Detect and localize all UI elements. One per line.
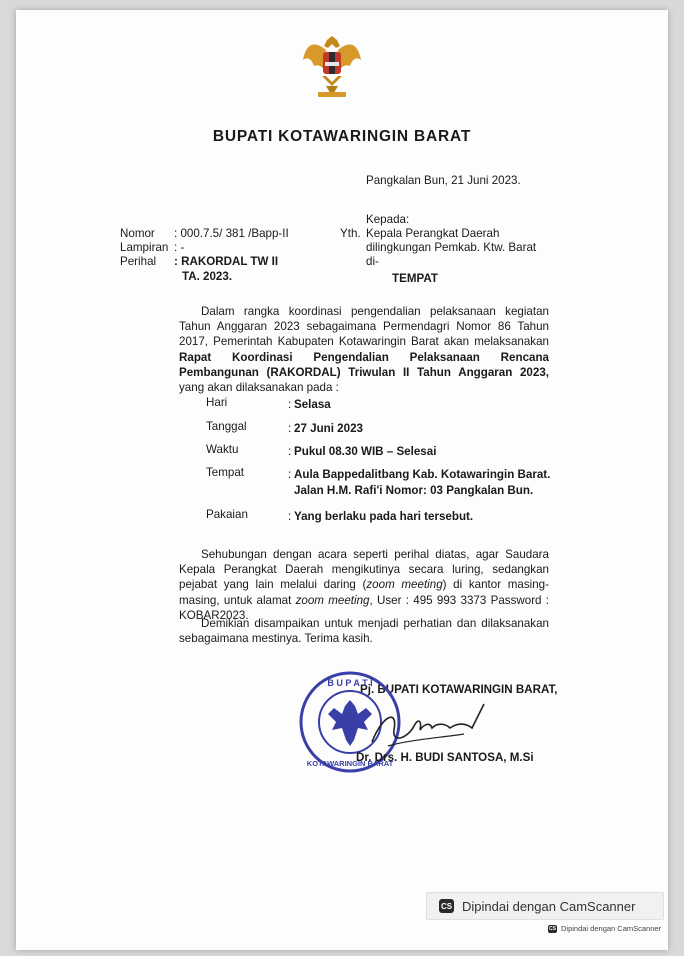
lampiran-value: : -	[174, 241, 185, 254]
tempat-value-2: Jalan H.M. Rafi'i Nomor: 03 Pangkalan Bun.	[294, 484, 534, 497]
intro-bold: Rapat Koordinasi Pengendalian Pelaksanaan Rencana Pembangunan (RAKORDAL) Triwulan II Tahun Anggaran 2023,	[179, 350, 549, 379]
handwritten-signature-icon	[368, 698, 488, 756]
addressee-tempat: TEMPAT	[392, 272, 438, 285]
hari-colon: :	[288, 398, 292, 411]
body-paragraph-2	[179, 547, 549, 623]
pakaian-value: Yang berlaku pada hari tersebut.	[294, 510, 474, 523]
tanggal-colon: :	[288, 422, 292, 435]
yth-label: Yth.	[340, 227, 361, 240]
camscanner-badge	[426, 892, 664, 920]
camscanner-footer-text: Dipindai dengan CamScanner	[561, 924, 662, 933]
tanggal-label: Tanggal	[206, 420, 247, 433]
waktu-value: Pukul 08.30 WIB – Selesai	[294, 445, 437, 458]
lampiran-label: Lampiran	[120, 241, 169, 254]
signatory-name: Dr. Drs. H. BUDI SANTOSA, M.Si	[356, 751, 534, 764]
body2-text-2: ) di kantor masing-masing, untuk alamat	[179, 578, 549, 607]
tempat-colon: :	[288, 468, 292, 481]
perihal-value: : RAKORDAL TW II	[174, 255, 279, 268]
pakaian-label: Pakaian	[206, 508, 248, 521]
tempat-label: Tempat	[206, 466, 245, 479]
body2-text-3: , User : 495 993 3373 Password : KOBAR2023.	[179, 593, 549, 622]
waktu-label: Waktu	[206, 443, 239, 456]
letterhead-title: BUPATI KOTAWARINGIN BARAT	[212, 128, 472, 145]
addressee-di: di-	[366, 255, 379, 268]
nomor-value: : 000.7.5/ 381 /Bapp-II	[174, 227, 289, 240]
perihal-label: Perihal	[120, 255, 157, 268]
letter-date: Pangkalan Bun, 21 Juni 2023.	[366, 174, 521, 187]
addressee-line-1: Kepala Perangkat Daerah	[366, 227, 500, 240]
closing-paragraph: Demikian disampaikan untuk menjadi perhatian dan dilaksanakan sebagaimana mestinya. Terima kasih.	[179, 617, 549, 646]
hari-label: Hari	[206, 396, 228, 409]
svg-text:KOTAWARINGIN BARAT: KOTAWARINGIN BARAT	[306, 759, 394, 768]
perihal-value-2: TA. 2023.	[182, 270, 233, 283]
pakaian-colon: :	[288, 510, 292, 523]
body2-italic-1: zoom meeting	[366, 578, 443, 592]
body2-italic-2: zoom meeting	[295, 593, 370, 607]
signatory-title: Pj. BUPATI KOTAWARINGIN BARAT,	[360, 683, 558, 696]
kepada-label: Kepada:	[366, 213, 410, 226]
waktu-colon: :	[288, 445, 292, 458]
addressee-line-2: dilingkungan Pemkab. Ktw. Barat	[366, 241, 537, 254]
nomor-label: Nomor	[120, 227, 155, 240]
camscanner-small-logo-icon: CS	[549, 925, 556, 932]
intro-text-2: yang akan dilaksanakan pada :	[179, 381, 339, 395]
intro-paragraph	[179, 304, 549, 395]
intro-text-1: Dalam rangka koordinasi pengendalian pelaksanaan kegiatan Tahun Anggaran 2023 sebagaimana Permendagri Nomor 86 Tahun 2017, Pemerintah Kabupaten Kotawaringin Barat akan melaksanakan	[179, 305, 549, 349]
hari-value: Selasa	[294, 398, 331, 411]
camscanner-logo-icon: CS	[439, 899, 454, 913]
camscanner-footer	[548, 924, 661, 933]
svg-text:B U P A T I: B U P A T I	[327, 678, 373, 688]
camscanner-badge-text: Dipindai dengan CamScanner	[462, 898, 636, 914]
garuda-emblem-icon	[300, 30, 364, 102]
body2-text-1: Sehubungan dengan acara seperti perihal diatas, agar Saudara Kepala Perangkat Daerah mengikutinya secara luring, sedangkan pejabat yang lain melalui daring (	[179, 548, 549, 592]
tempat-value-1: Aula Bappedalitbang Kab. Kotawaringin Barat.	[294, 468, 551, 481]
tanggal-value: 27 Juni 2023	[294, 422, 363, 435]
letter-page	[16, 10, 668, 950]
